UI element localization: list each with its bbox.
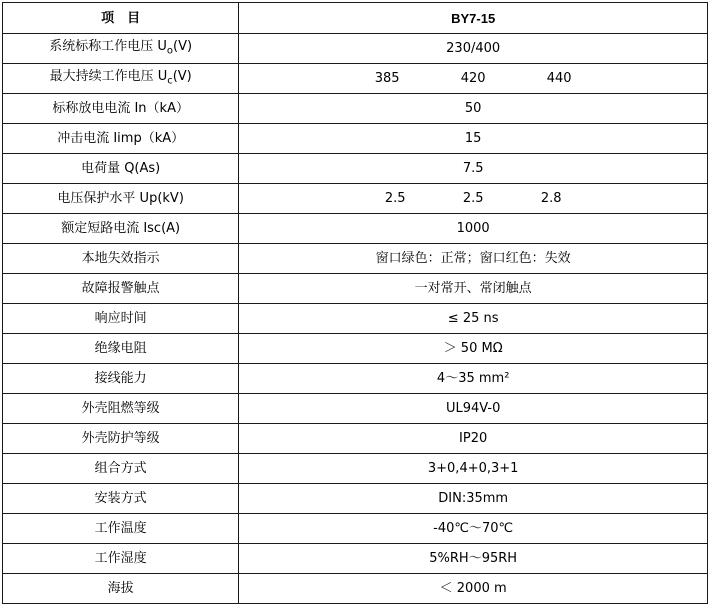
row-value: 7.5: [239, 154, 708, 184]
row-value-part: 2.5: [462, 191, 484, 206]
row-label-suffix: (V): [173, 38, 193, 54]
table-row: [3, 454, 708, 484]
table-row: [3, 394, 708, 424]
row-value: [239, 64, 708, 94]
row-value: 50: [239, 94, 708, 124]
row-label: 标称放电电流 In（kA）: [3, 94, 239, 124]
row-label: 安装方式: [3, 484, 239, 514]
row-value-part: 385: [374, 71, 400, 86]
row-value-part: 440: [546, 71, 572, 86]
row-value: -40℃～70℃: [239, 514, 708, 544]
row-label: 故障报警触点: [3, 274, 239, 304]
row-label: 冲击电流 Iimp（kA）: [3, 124, 239, 154]
specification-table: [2, 2, 708, 604]
table-row: [3, 544, 708, 574]
row-value: [239, 184, 708, 214]
row-label-text: 最大持续工作电压 U: [49, 68, 168, 84]
row-value: 230/400: [239, 34, 708, 64]
row-value-part: 2.5: [384, 191, 406, 206]
row-value: 1000: [239, 214, 708, 244]
row-value-part: 420: [460, 71, 486, 86]
table-body: [3, 3, 708, 604]
table-row: [3, 574, 708, 604]
row-value: 4～35 mm²: [239, 364, 708, 394]
row-label: 海拔: [3, 574, 239, 604]
table-row: [3, 64, 708, 94]
row-value: ＞ 50 MΩ: [239, 334, 708, 364]
row-label: 接线能力: [3, 364, 239, 394]
row-value: 3+0,4+0,3+1: [239, 454, 708, 484]
table-row: [3, 184, 708, 214]
row-value: DIN:35mm: [239, 484, 708, 514]
row-value-group: [239, 71, 707, 86]
table-header-row: [3, 3, 708, 34]
row-label-subscript: c: [167, 75, 173, 87]
table-row: [3, 154, 708, 184]
row-label-subscript: o: [166, 45, 174, 57]
row-label: 工作温度: [3, 514, 239, 544]
table-row: [3, 334, 708, 364]
row-label: 工作湿度: [3, 544, 239, 574]
row-value: UL94V-0: [239, 394, 708, 424]
header-model-label: BY7-15: [239, 3, 708, 34]
row-label: 绝缘电阻: [3, 334, 239, 364]
row-label: 响应时间: [3, 304, 239, 334]
row-value: IP20: [239, 424, 708, 454]
table-row: [3, 304, 708, 334]
row-value: 窗口绿色：正常；窗口红色：失效: [239, 244, 708, 274]
row-label: [3, 34, 239, 64]
row-label-text: 系统标称工作电压 U: [49, 38, 167, 54]
row-label: 组合方式: [3, 454, 239, 484]
table-row: [3, 424, 708, 454]
row-label: 额定短路电流 Isc(A): [3, 214, 239, 244]
table-row: [3, 214, 708, 244]
row-label-suffix: (V): [172, 68, 192, 84]
row-label: 外壳防护等级: [3, 424, 239, 454]
row-value: ＜ 2000 m: [239, 574, 708, 604]
row-value: 5%RH～95RH: [239, 544, 708, 574]
row-label: 电压保护水平 Up(kV): [3, 184, 239, 214]
header-item-label: 项 目: [3, 3, 239, 34]
table-row: [3, 274, 708, 304]
row-value-group: [239, 191, 707, 206]
table-row: [3, 244, 708, 274]
row-label: [3, 64, 239, 94]
row-label: 外壳阻燃等级: [3, 394, 239, 424]
row-value: 15: [239, 124, 708, 154]
table-row: [3, 484, 708, 514]
row-label: 电荷量 Q(As): [3, 154, 239, 184]
table-row: [3, 94, 708, 124]
row-value: 一对常开、常闭触点: [239, 274, 708, 304]
table-row: [3, 124, 708, 154]
row-value: ≤ 25 ns: [239, 304, 708, 334]
table-row: [3, 34, 708, 64]
row-value-part: 2.8: [540, 191, 562, 206]
table-row: [3, 364, 708, 394]
row-label: 本地失效指示: [3, 244, 239, 274]
